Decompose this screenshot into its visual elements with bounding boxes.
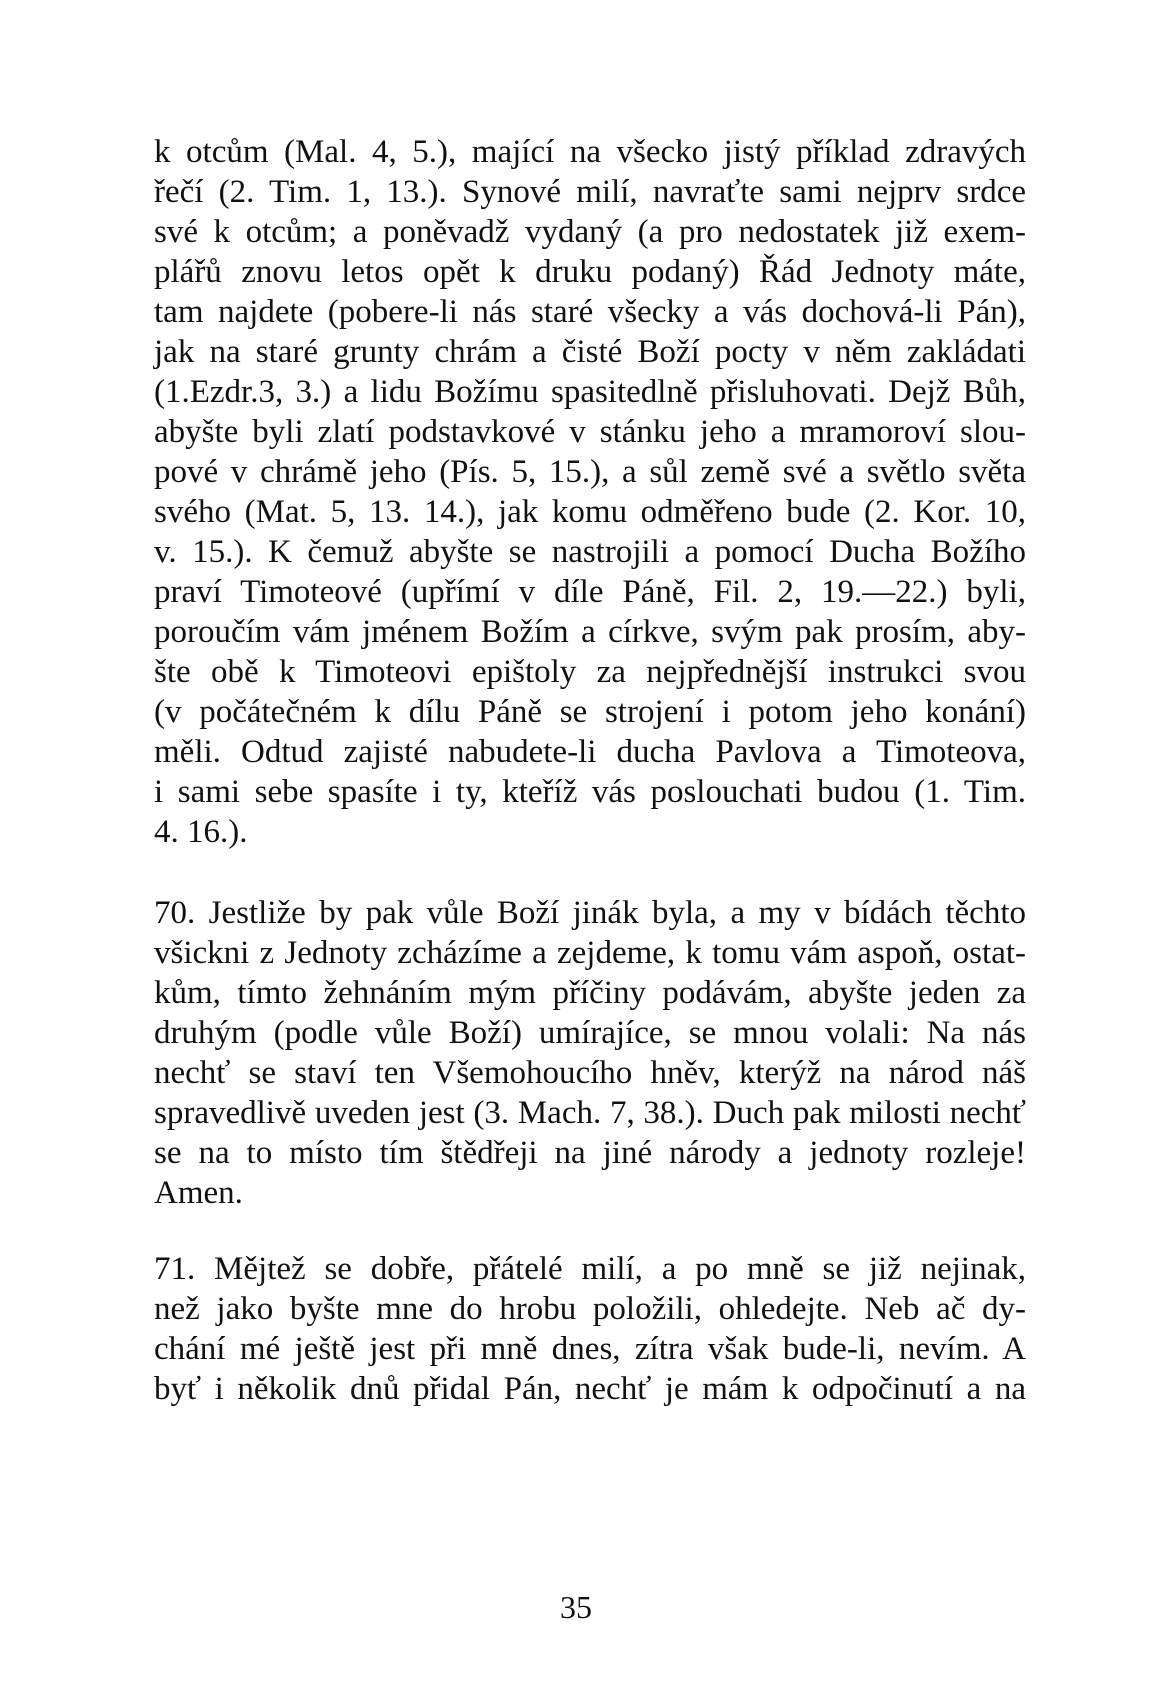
text-line: než jako byšte mne do hrobu položili, ohledejte. Neb ač dy- (154, 1291, 1026, 1327)
text-line: (1.Ezdr.3, 3.) a lidu Božímu spasitedlně přisluhovati. Dejž Bůh, (154, 374, 1026, 410)
text-line: abyšte byli zlatí podstavkové v stánku jeho a mramoroví slou- (154, 414, 1026, 450)
text-line: i sami sebe spasíte i ty, kteříž vás poslouchati budou (1. Tim. (154, 774, 1026, 810)
text-line: měli. Odtud zajisté nabudete-li ducha Pavlova a Timoteova, (154, 734, 1026, 770)
text-line: byť i několik dnů přidal Pán, nechť je mám k odpočinutí a na (154, 1371, 1026, 1407)
text-line: poroučím vám jménem Božím a církve, svým pak prosím, aby- (154, 614, 1026, 650)
text-line: chání mé ještě jest při mně dnes, zítra však bude-li, nevím. A (154, 1331, 1026, 1367)
text-line: řečí (2. Tim. 1, 13.). Synové milí, navraťte sami nejprv srdce (154, 174, 1026, 210)
text-line: druhým (podle vůle Boží) umírajíce, se mnou volali: Na nás (154, 1015, 1026, 1051)
text-line: Amen. (154, 1175, 243, 1211)
text-line: spravedlivě uveden jest (3. Mach. 7, 38.). Duch pak milosti nechť (154, 1095, 1026, 1131)
paragraph-70 (154, 893, 1026, 1213)
text-line: se na to místo tím štědřeji na jiné národy a jednoty rozleje! (154, 1135, 1026, 1171)
text-line: k otcům (Mal. 4, 5.), mající na všecko jistý příklad zdravých (154, 134, 1026, 170)
text-line: svého (Mat. 5, 13. 14.), jak komu odměřeno bude (2. Kor. 10, (154, 494, 1026, 530)
text-line: tam najdete (pobere-li nás staré všecky a vás dochová-li Pán), (154, 294, 1026, 330)
text-line: 70. Jestliže by pak vůle Boží jinák byla, a my v bídách těchto (154, 895, 1026, 931)
page-number: 35 (560, 1589, 592, 1625)
text-line: pové v chrámě jeho (Pís. 5, 15.), a sůl země své a světlo světa (154, 454, 1026, 490)
text-line: 71. Mějtež se dobře, přátelé milí, a po mně se již nejinak, (154, 1251, 1026, 1287)
text-line: jak na staré grunty chrám a čisté Boží pocty v něm zakládati (154, 334, 1026, 370)
text-line: šte obě k Timoteovi epištoly za nejpřednější instrukci svou (154, 654, 1026, 690)
text-line: (v počátečném k dílu Páně se strojení i potom jeho konání) (154, 694, 1026, 730)
text-line: své k otcům; a poněvadž vydaný (a pro nedostatek již exem- (154, 214, 1026, 250)
paragraph-continuation (154, 132, 1026, 852)
text-line: všickni z Jednoty zcházíme a zejdeme, k tomu vám aspoň, ostat- (154, 935, 1026, 971)
text-line: 4. 16.). (154, 814, 248, 850)
text-line: plářů znovu letos opět k druku podaný) Řád Jednoty máte, (154, 254, 1026, 290)
text-line: kům, tímto žehnáním mým příčiny podávám, abyšte jeden za (154, 975, 1026, 1011)
text-line: nechť se staví ten Všemohoucího hněv, kterýž na národ náš (154, 1055, 1026, 1091)
paragraph-71 (154, 1249, 1026, 1409)
text-line: v. 15.). K čemuž abyšte se nastrojili a pomocí Ducha Božího (154, 534, 1026, 570)
text-line: praví Timoteové (upřímí v díle Páně, Fil. 2, 19.—22.) byli, (154, 574, 1026, 610)
